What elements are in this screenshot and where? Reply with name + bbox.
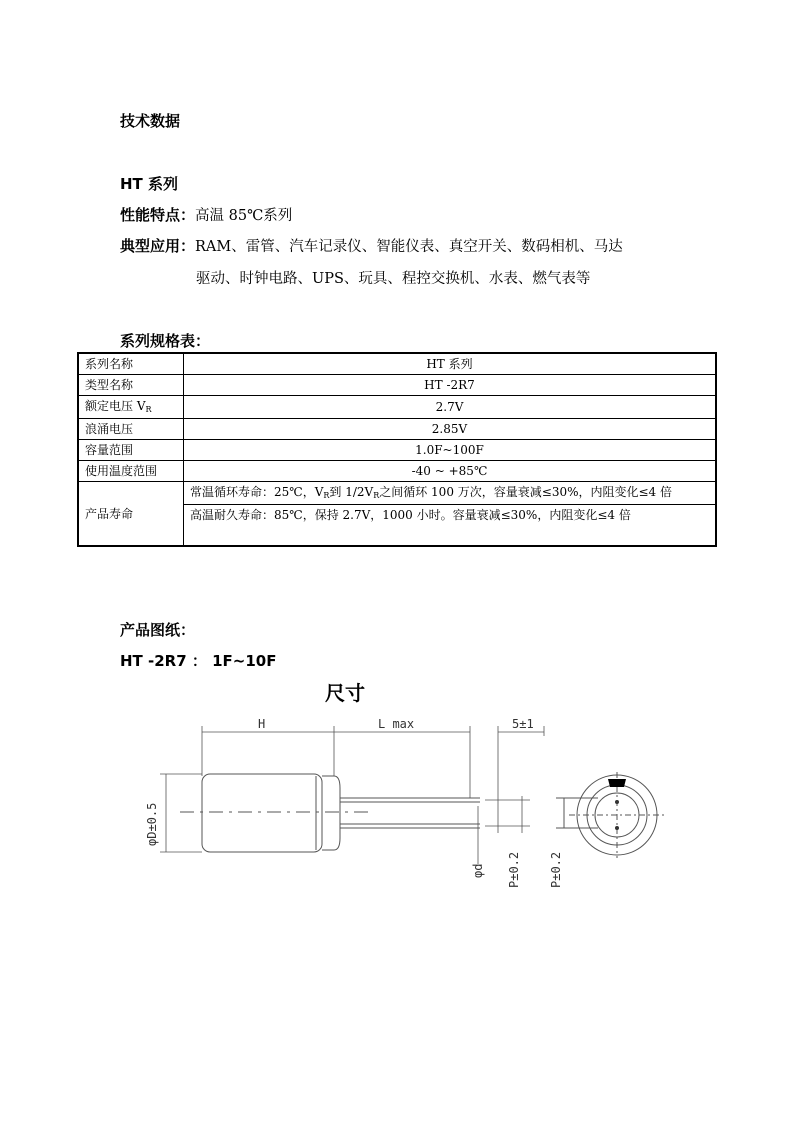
table-cell-name: 产品寿命 — [78, 482, 184, 547]
features-value: 高温 85℃系列 — [195, 208, 293, 224]
capacitor-body — [180, 774, 370, 852]
dim-p2-label: P±0.2 — [549, 851, 563, 888]
dim-dd-label: φd — [471, 863, 485, 878]
table-cell-value: 2.7V — [184, 396, 717, 419]
dim-h-label: H — [258, 717, 266, 731]
features-line — [120, 204, 292, 225]
table-cell-value: 常温循环寿命：25℃，$V_R$到 $1/2V_R$之间循环 100 万次，容量衰减≤30%，内阻变化≤4 倍 — [184, 482, 717, 505]
table-cell-value: HT 系列 — [184, 353, 717, 375]
table-row — [78, 396, 716, 419]
table-row — [78, 482, 716, 505]
applications-line — [120, 235, 623, 256]
drawing-model-line: HT -2R7 ： 1F~10F — [120, 652, 277, 670]
table-cell-value: 2.85V — [184, 419, 717, 440]
table-row — [78, 440, 716, 461]
table-row — [78, 419, 716, 440]
table-cell-value: HT -2R7 — [184, 375, 717, 396]
dim-lmax-label: L max — [378, 717, 415, 731]
polarity-mark-icon — [608, 779, 626, 787]
page-title: 技术数据 — [120, 112, 181, 130]
table-cell-name: 类型名称 — [78, 375, 184, 396]
spec-table — [77, 352, 717, 547]
dim-s-label: 5±1 — [512, 717, 534, 731]
applications-label: 典型应用： — [120, 237, 196, 255]
table-cell-name: 额定电压 $V_R$ — [78, 396, 184, 419]
drawing-title: 尺寸 — [325, 681, 365, 705]
table-cell-name: 系列名称 — [78, 353, 184, 375]
table-cell-value: 1.0F~100F — [184, 440, 717, 461]
drawing-heading: 产品图纸： — [120, 621, 196, 639]
table-cell-name: 容量范围 — [78, 440, 184, 461]
dim-p1-label: P±0.2 — [507, 851, 521, 888]
table-row — [78, 353, 716, 375]
series-heading: HT 系列 — [120, 175, 179, 193]
table-cell-value: 高温耐久寿命：85℃，保持 2.7V，1000 小时。容量衰减≤30%，内阻变化≤4 倍 — [184, 505, 717, 547]
table-row — [78, 461, 716, 482]
spec-table-heading: 系列规格表： — [120, 332, 211, 350]
dimension-drawing — [120, 678, 600, 898]
table-cell-value: -40 ~ +85℃ — [184, 461, 717, 482]
table-cell-name: 使用温度范围 — [78, 461, 184, 482]
capacitor-leads — [340, 798, 480, 828]
applications-line2: 驱动、时钟电路、UPS、玩具、程控交换机、水表、燃气表等 — [196, 271, 591, 287]
features-label: 性能特点： — [120, 206, 196, 224]
dim-d-label: φD±0.5 — [145, 802, 159, 846]
end-view-drawing — [555, 770, 675, 860]
table-cell-name: 浪涌电压 — [78, 419, 184, 440]
applications-line1: RAM、雷管、汽车记录仪、智能仪表、真空开关、数码相机、马达 — [195, 239, 623, 255]
table-row — [78, 375, 716, 396]
